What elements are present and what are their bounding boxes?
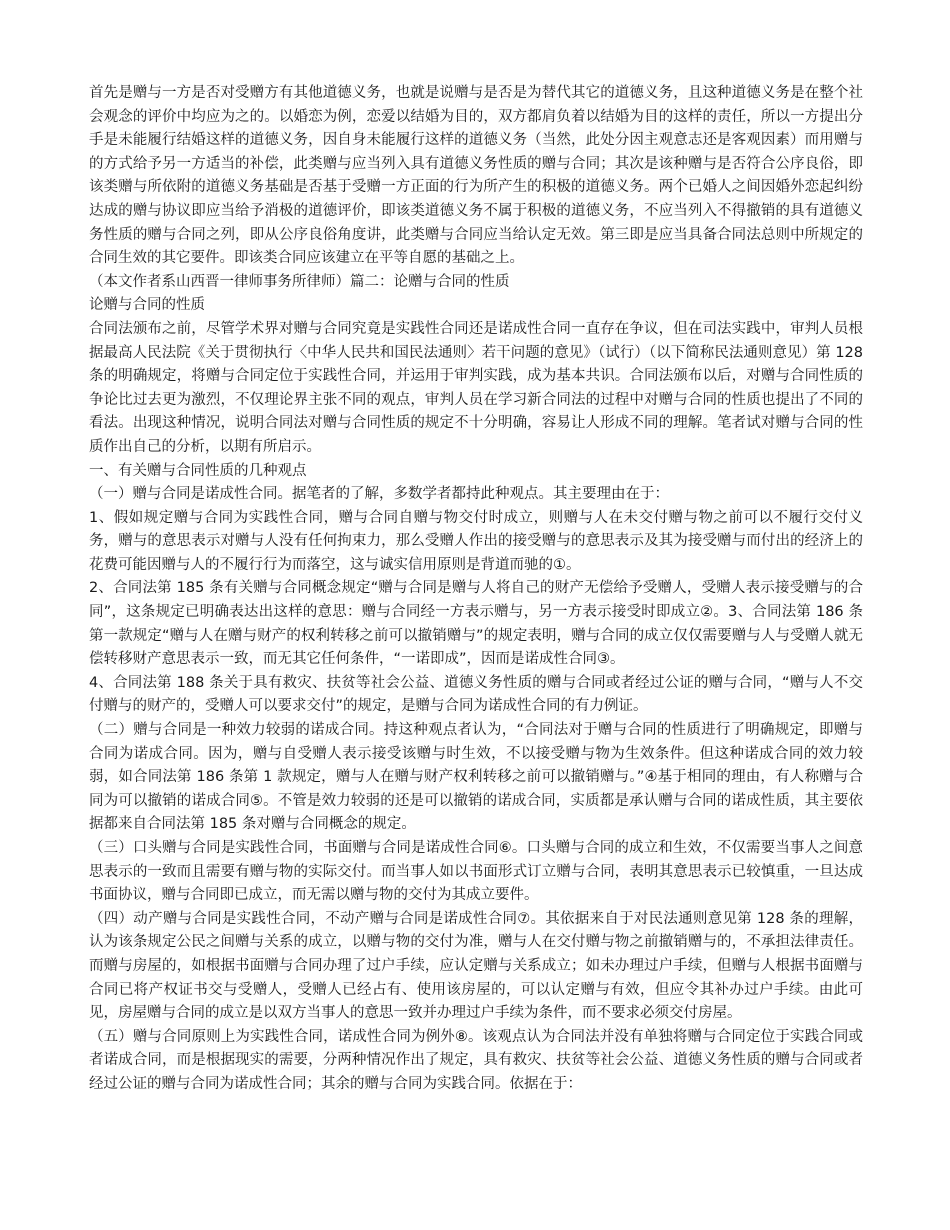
viewpoint-1-reason-4: 4、合同法第 188 条关于具有救灾、扶贫等社会公益、道德义务性质的赠与合同或者经过公证的赠与合同，“赠与人不交付赠与的财产的，受赠人可以要求交付”的规定，是赠与合同为诺成性合同的有力例证。 — [89, 674, 863, 715]
viewpoint-4: （四）动产赠与合同是实践性合同，不动产赠与合同是诺成性合同⑦。其依据来自于对民法通则意见第 128 条的理解，认为该条规定公民之间赠与关系的成立，以赠与物的交付为准，赠与人在交付赠与物之前撤销赠与的，不承担法律责任。而赠与房屋的，如根据书面赠与合同办理了过户手续，应认定赠与关系成立；如未办理过户手续，但赠与人根据书面赠与合同已将产权证书交与受赠人，受赠人已经占有、使用该房屋的，可以认定赠与有效，但应令其补办过户手续。由此可见，房屋赠与合同的成立是以双方当事人的意思一致并办理过户手续为条件，而不要求必须交付房屋。 — [89, 910, 863, 1022]
author-note-and-chapter-two: （本文作者系山西晋一律师事务所律师）篇二：论赠与合同的性质 — [89, 273, 510, 290]
viewpoint-1-heading: （一）赠与合同是诺成性合同。据笔者的了解，多数学者都持此种观点。其主要理由在于： — [89, 486, 669, 503]
viewpoint-2: （二）赠与合同是一种效力较弱的诺成合同。持这种观点者认为，“合同法对于赠与合同的性质进行了明确规定，即赠与合同为诺成合同。因为，赠与自受赠人表示接受该赠与时生效，不以接受赠与物为生效条件。但这种诺成合同的效力较弱，如合同法第 186 条第 1 款规定，赠与人在赠与财产权利转移之前可以撤销赠与。”④基于相同的理由，有人称赠与合同为可以撤销的诺成合同⑤。不管是效力较弱的还是可以撤销的诺成合同，实质都是承认赠与合同的诺成性质，其主要依据都来自合同法第 185 条对赠与合同概念的规定。 — [89, 722, 863, 833]
paragraph-introduction: 合同法颁布之前，尽管学术界对赠与合同究竟是实践性合同还是诺成性合同一直存在争议，但在司法实践中，审判人员根据最高人民法院《关于贯彻执行〈中华人民共和国民法通则〉若干问题的意见》（试行）（以下简称民法通则意见）第 128 条的明确规定，将赠与合同定位于实践性合同，并运用于审判实践，成为基本共识。合同法颁布以后，对赠与合同性质的争论比过去更为激烈，不仅理论界主张不同的观点，审判人员在学习新合同法的过程中对赠与合同的性质也提出了不同的看法。出现这种情况，说明合同法对赠与合同性质的规定不十分明确，容易让人形成不同的理解。笔者试对赠与合同的性质作出自己的分析，以期有所启示。 — [89, 320, 863, 455]
document-page — [89, 82, 863, 1097]
viewpoint-1-reason-2-3: 2、合同法第 185 条有关赠与合同概念规定“赠与合同是赠与人将自己的财产无偿给予受赠人，受赠人表示接受赠与的合同”，这条规定已明确表达出这样的意思：赠与合同经一方表示赠与，另一方表示接受时即成立②。3、合同法第 186 条第一款规定“赠与人在赠与财产的权利转移之前可以撤销赠与”的规定表明，赠与合同的成立仅仅需要赠与人与受赠人就无偿转移财产意思表示一致，而无其它任何条件，“一诺即成”，因而是诺成性合同③。 — [89, 580, 863, 668]
viewpoint-5: （五）赠与合同原则上为实践性合同，诺成性合同为例外⑧。该观点认为合同法并没有单独将赠与合同定位于实践合同或者诺成合同，而是根据现实的需要，分两种情况作出了规定，具有救灾、扶贫等社会公益、道德义务性质的赠与合同或者经过公证的赠与合同为诺成性合同；其余的赠与合同为实践合同。依据在于： — [89, 1028, 863, 1092]
section-heading-viewpoints: 一、有关赠与合同性质的几种观点 — [89, 462, 307, 479]
article-title: 论赠与合同的性质 — [89, 297, 205, 314]
viewpoint-3: （三）口头赠与合同是实践性合同，书面赠与合同是诺成性合同⑥。口头赠与合同的成立和生效，不仅需要当事人之间意思表示的一致而且需要有赠与物的实际交付。而当事人如以书面形式订立赠与合同，表明其意思表示已较慎重，一旦达成书面协议，赠与合同即已成立，而无需以赠与物的交付为其成立要件。 — [89, 840, 863, 904]
viewpoint-1-reason-1: 1、假如规定赠与合同为实践性合同，赠与合同自赠与物交付时成立，则赠与人在未交付赠与物之前可以不履行交付义务，赠与的意思表示对赠与人没有任何拘束力，那么受赠人作出的接受赠与的意思表示及其为接受赠与而付出的经济上的花费可能因赠与人的不履行行为而落空，这与诚实信用原则是背道而驰的①。 — [89, 509, 863, 573]
paragraph-moral-obligation-criteria: 首先是赠与一方是否对受赠方有其他道德义务，也就是说赠与是否是为替代其它的道德义务，且这种道德义务是在整个社会观念的评价中均应为之的。以婚恋为例，恋爱以结婚为目的，双方都肩负着以结婚为目的这样的责任，所以一方提出分手是未能履行结婚这样的道德义务，因自身未能履行这样的道德义务（当然，此处分因主观意志还是客观因素）而用赠与的方式给予另一方适当的补偿，此类赠与应当列入具有道德义务性质的赠与合同；其次是该种赠与是否符合公序良俗，即该类赠与所依附的道德义务基础是否基于受赠一方正面的行为所产生的积极的道德义务。两个已婚人之间因婚外恋起纠纷达成的赠与协议即应当给予消极的道德评价，即该类道德义务不属于积极的道德义务，不应当列入不得撤销的具有道德义务性质的赠与合同之列，即从公序良俗角度讲，此类赠与合同应当给认定无效。第三即是应当具备合同法总则中所规定的合同生效的其它要件。即该类合同应该建立在平等自愿的基础之上。 — [89, 85, 863, 267]
